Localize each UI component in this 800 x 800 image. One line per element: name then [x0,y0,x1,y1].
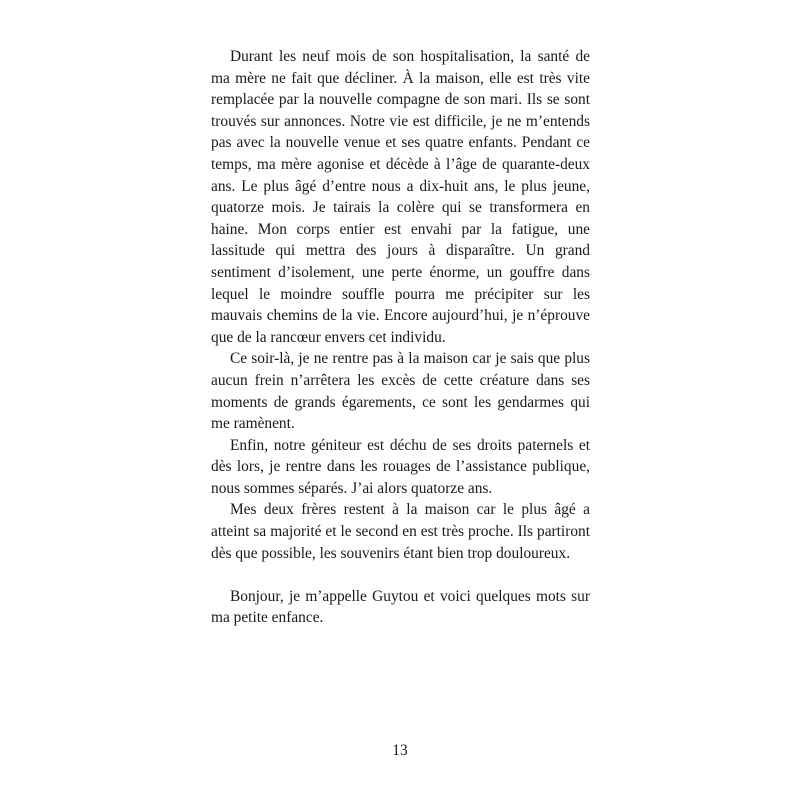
page-number: 13 [392,742,408,759]
body-text [211,46,590,629]
paragraph-ce-soir-la: Ce soir-là, je ne rentre pas à la maison car je sais que plus aucun frein n’arrêtera les excès de cette créature dans ses moments de grands égarements, ce sont les gendarmes qui me ramènent. [211,350,590,433]
paragraph-bonjour: Bonjour, je m’appelle Guytou et voici quelques mots sur ma petite enfance. [211,587,590,627]
paragraph-hospitalisation: Durant les neuf mois de son hospitalisation, la santé de ma mère ne fait que décliner. À la maison, elle est très vite remplacée par la nouvelle compagne de son mari. Ils se sont trouvés sur annonces. Notre vie est difficile, je ne m’entends pas avec la nouvelle venue et ses quatre enfants. Pendant ce temps, ma mère agonise et décède à l’âge de quarante-deux ans. Le plus âgé d’entre nous a dix-huit ans, le plus jeune, quatorze mois. Je tairais la colère qui se transformera en haine. Mon corps entier est envahi par la fatigue, une lassitude qui mettra des jours à disparaître. Un grand sentiment d’isolement, une perte énorme, un gouffre dans lequel le moindre souffle pourra me précipiter sur les mauvais chemins de la vie. Encore aujourd’hui, je n’éprouve que de la rancœur envers cet individu. [211,48,590,346]
paragraph-mes-deux-freres: Mes deux frères restent à la maison car le plus âgé a atteint sa majorité et le second en est très proche. Ils partiront dès que possible, les souvenirs étant bien trop douloureux. [211,501,590,562]
paragraph-enfin: Enfin, notre géniteur est déchu de ses droits paternels et dès lors, je rentre dans les rouages de l’assistance publique, nous sommes séparés. J’ai alors quatorze ans. [211,436,590,497]
